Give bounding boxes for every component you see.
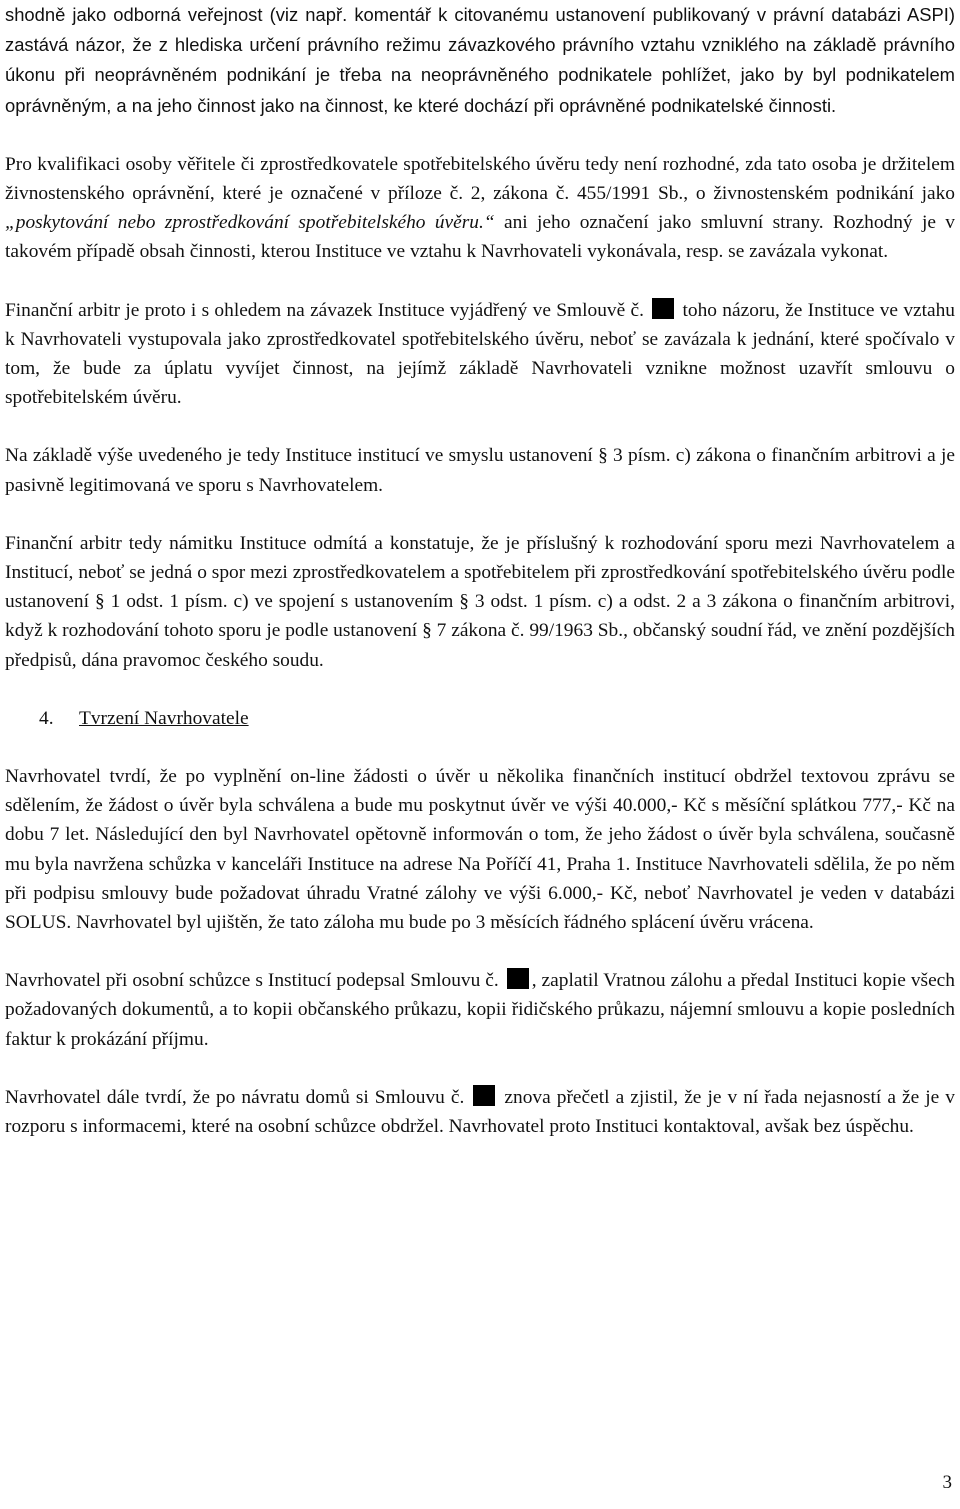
italic-quote: „poskytování nebo zprostředkování spotřebitelského úvěru.“ bbox=[5, 212, 495, 234]
paragraph-8 bbox=[5, 1083, 955, 1141]
paragraph-6 bbox=[5, 762, 955, 937]
redaction-box bbox=[473, 1085, 495, 1106]
text-segment: ani jeho označení jako smluvní strany. Rozhodný je v takovém případě obsah činnosti, kterou Instituce ve vztahu k Navrhovateli vykonávala, resp. se zavázala vykonat. bbox=[5, 212, 955, 263]
paragraph-7 bbox=[5, 966, 955, 1054]
text-segment: Navrhovatel při osobní schůzce s Institucí podepsal Smlouvu č. bbox=[5, 970, 504, 992]
section-title: Tvrzení Navrhovatele bbox=[79, 707, 249, 729]
paragraph-4 bbox=[5, 441, 955, 499]
text-segment: Navrhovatel tvrdí, že po vyplnění on-line žádosti o úvěr u několika finančních institucí obdržel textovou zprávu se sdělením, že žádost o úvěr byla schválena a bude mu poskytnut úvěr ve výši 40.000,- Kč s měsíční splátkou 777,- Kč na dobu 7 let. Následující den byl Navrhovatel opětovně informován o tom, že jeho žádost o úvěr byla schválena, současně mu byla navržena schůzka v kanceláři Instituce na adrese Na Poříčí 41, Praha 1. Instituce Navrhovateli sdělila, že po něm při podpisu smlouvy bude požadovat úhradu Vratné zálohy ve výši 6.000,- Kč, neboť Navrhovatel je veden v databázi SOLUS. Navrhovatel byl ujištěn, že tato záloha mu bude po 3 měsících řádného splácení úvěru vrácena. bbox=[5, 766, 955, 934]
document-page bbox=[5, 0, 955, 1141]
text-segment: Navrhovatel dále tvrdí, že po návratu domů si Smlouvu č. bbox=[5, 1086, 471, 1108]
section-number: 4. bbox=[39, 707, 54, 729]
text-segment: Pro kvalifikaci osoby věřitele či zprostředkovatele spotřebitelského úvěru tedy není rozhodné, zda tato osoba je držitelem živnostenského oprávnění, které je označené v příloze č. 2, zákona č. 455/1991 Sb., o živnostenském podnikání jako bbox=[5, 153, 955, 205]
text-segment: znova přečetl a zjistil, že je v ní řada nejasností a že je v rozporu s informacemi, které na osobní schůzce obdržel. Navrhovatel proto Instituci kontaktoval, avšak bez úspěchu. bbox=[5, 1086, 956, 1138]
text-segment: Finanční arbitr je proto i s ohledem na závazek Instituce vyjádřený ve Smlouvě č. bbox=[5, 299, 650, 321]
paragraph-5 bbox=[5, 529, 955, 675]
paragraph-2 bbox=[5, 150, 955, 267]
text-segment: Na základě výše uvedeného je tedy Instituce institucí ve smyslu ustanovení § 3 písm. c) zákona o finančním arbitrovi a je pasivně legitimovaná ve sporu s Navrhovatelem. bbox=[5, 445, 955, 496]
paragraph-3 bbox=[5, 296, 955, 413]
text-segment: shodně jako odborná veřejnost (viz např. komentář k citovanému ustanovení publikovaný v právní databázi ASPI) zastává názor, že z hlediska určení právního režimu závazkového právního vztahu vzniklého na základě právního úkonu při neoprávněném podnikání je třeba na neoprávněného podnikatele pohlížet, jako by byl podnikatelem oprávněným, a na jeho činnost jako na činnost, ke které dochází při oprávněné podnikatelské činnosti. bbox=[5, 4, 955, 116]
text-segment: , zaplatil Vratnou zálohu a předal Instituci kopie všech požadovaných dokumentů, a to kopii občanského průkazu, kopii řidičského průkazu, nájemní smlouvu a kopie posledních faktur k prokázání příjmu. bbox=[5, 970, 955, 1050]
text-segment: toho názoru, že Instituce ve vztahu k Navrhovateli vystupovala jako zprostředkovatel spotřebitelského úvěru, neboť se zavázala k jednání, které spočívalo v tom, že bude za úplatu vyvíjet činnost, na jejímž základě Navrhovateli vznikne možnost uzavřít smlouvu o spotřebitelském úvěru. bbox=[5, 299, 956, 409]
redaction-box bbox=[507, 968, 529, 989]
paragraph-1 bbox=[5, 0, 955, 121]
redaction-box bbox=[652, 298, 674, 319]
page-number: 3 bbox=[942, 1472, 952, 1493]
section-heading bbox=[39, 704, 955, 733]
text-segment: Finanční arbitr tedy námitku Instituce odmítá a konstatuje, že je příslušný k rozhodování sporu mezi Navrhovatelem a Institucí, neboť se jedná o spor mezi zprostředkovatelem a spotřebitelem při zprostředkování spotřebitelského úvěru podle ustanovení § 1 odst. 1 písm. c) ve spojení s ustanovením § 3 odst. 1 písm. c) a odst. 2 a 3 zákona o finančním arbitrovi, když k rozhodování tohoto sporu je podle ustanovení § 7 zákona č. 99/1963 Sb., občanský soudní řád, ve znění pozdějších předpisů, dána pravomoc českého soudu. bbox=[5, 532, 955, 671]
